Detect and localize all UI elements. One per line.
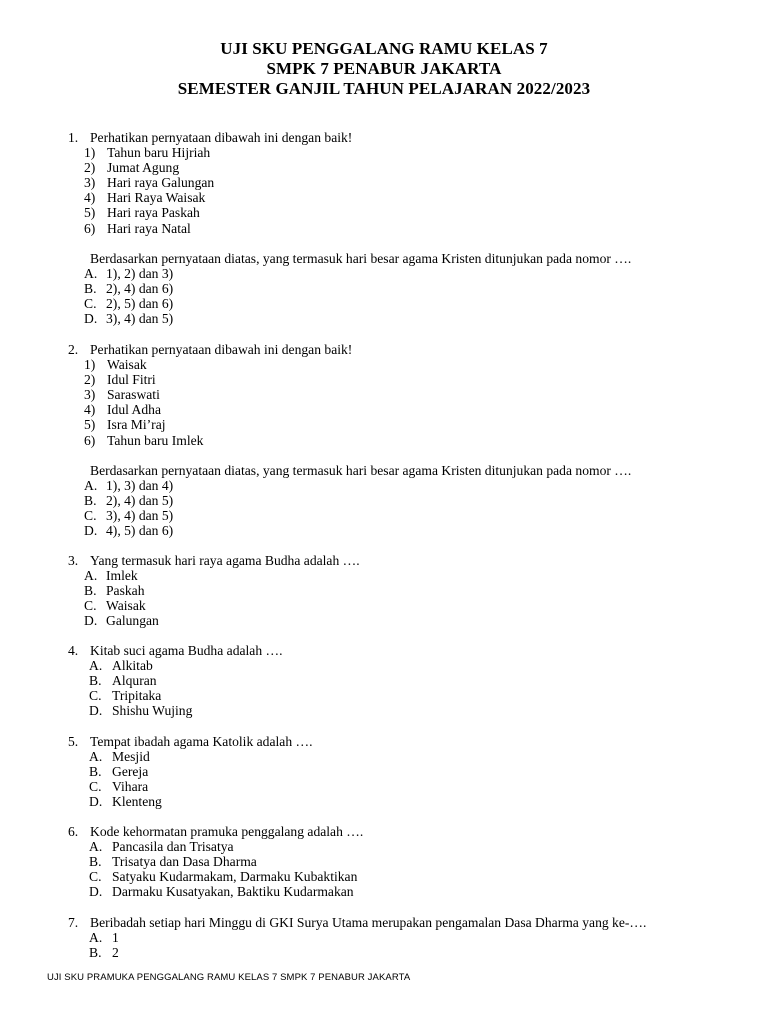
answer-option: C. Waisak: [84, 598, 146, 614]
question-number: 2.: [68, 342, 79, 357]
statement-item: 1) Waisak: [84, 357, 147, 373]
answer-option: D. Shishu Wujing: [89, 703, 193, 719]
statement-item: 3) Hari raya Galungan: [84, 175, 215, 191]
header-semester: SEMESTER GANJIL TAHUN PELAJARAN 2022/2023: [177, 79, 591, 98]
answer-option: A. 1), 2) dan 3): [84, 265, 174, 281]
question-2: [68, 342, 728, 538]
question-number: 7.: [68, 915, 79, 930]
question-number: 6.: [68, 824, 79, 839]
question-6: [68, 824, 728, 899]
answer-option: C. Tripitaka: [89, 688, 162, 704]
question-3: [68, 553, 728, 628]
answer-option: C. 3), 4) dan 5): [84, 507, 174, 523]
question-text: Kode kehormatan pramuka penggalang adalah ….: [90, 824, 364, 839]
statement-item: 4) Hari Raya Waisak: [84, 190, 206, 206]
statement-item: 5) Hari raya Paskah: [84, 205, 200, 221]
question-4: [68, 643, 728, 718]
question-text: Yang termasuk hari raya agama Budha adalah ….: [90, 553, 360, 568]
question-stem: [68, 824, 728, 839]
answer-option: B. Gereja: [89, 764, 149, 780]
answer-option: B. Paskah: [84, 583, 145, 599]
question-text: Tempat ibadah agama Katolik adalah ….: [90, 734, 313, 749]
question-text: Beribadah setiap hari Minggu di GKI Surya Utama merupakan pengamalan Dasa Dharma yang ke-….: [90, 915, 647, 930]
answer-option: D. 4), 5) dan 6): [84, 523, 174, 539]
document-header: [0, 39, 768, 99]
statement-item: 1) Tahun baru Hijriah: [84, 145, 211, 161]
answer-option: A. 1: [89, 930, 119, 946]
statement-item: 3) Saraswati: [84, 387, 160, 403]
answer-option: A. Mesjid: [89, 749, 150, 765]
question-1: [68, 130, 728, 326]
statement-item: 2) Idul Fitri: [84, 372, 156, 388]
question-number: 3.: [68, 553, 79, 568]
answer-option: C. Satyaku Kudarmakam, Darmaku Kubaktikan: [89, 869, 358, 885]
statement-item: 2) Jumat Agung: [84, 160, 180, 176]
question-text: Perhatikan pernyataan dibawah ini dengan baik!: [90, 342, 353, 357]
answer-option: C. Vihara: [89, 779, 149, 795]
question-5: [68, 734, 728, 809]
question-lead: Berdasarkan pernyataan diatas, yang termasuk hari besar agama Kristen ditunjukan pada nomor ….: [90, 462, 632, 478]
question-stem: [68, 643, 728, 658]
answer-option: D. Galungan: [84, 613, 159, 629]
statement-item: 5) Isra Mi’raj: [84, 417, 166, 433]
question-text: Perhatikan pernyataan dibawah ini dengan baik!: [90, 130, 353, 145]
answer-option: A. Imlek: [84, 568, 138, 584]
header-school: SMPK 7 PENABUR JAKARTA: [266, 59, 502, 78]
question-number: 1.: [68, 130, 79, 145]
answer-option: A. Pancasila dan Trisatya: [89, 839, 234, 855]
statement-item: 6) Hari raya Natal: [84, 220, 191, 236]
header-title: UJI SKU PENGGALANG RAMU KELAS 7: [220, 39, 548, 58]
question-number: 4.: [68, 643, 79, 658]
answer-option: B. 2), 4) dan 6): [84, 280, 174, 296]
answer-option: A. 1), 3) dan 4): [84, 477, 174, 493]
question-lead: Berdasarkan pernyataan diatas, yang termasuk hari besar agama Kristen ditunjukan pada nomor ….: [90, 250, 632, 266]
statement-item: 6) Tahun baru Imlek: [84, 432, 204, 448]
statement-item: 4) Idul Adha: [84, 402, 161, 418]
answer-option: B. 2: [89, 945, 119, 961]
answer-option: B. Trisatya dan Dasa Dharma: [89, 854, 257, 870]
question-stem: [68, 130, 728, 145]
question-7: [68, 915, 728, 960]
question-stem: [68, 342, 728, 357]
answer-option: B. Alquran: [89, 673, 157, 689]
answer-option: A. Alkitab: [89, 658, 153, 674]
page-footer: UJI SKU PRAMUKA PENGGALANG RAMU KELAS 7 SMPK 7 PENABUR JAKARTA: [47, 972, 411, 983]
answer-option: D. Darmaku Kusatyakan, Baktiku Kudarmakan: [89, 884, 354, 900]
question-text: Kitab suci agama Budha adalah ….: [90, 643, 283, 658]
answer-option: C. 2), 5) dan 6): [84, 295, 174, 311]
question-number: 5.: [68, 734, 79, 749]
question-stem: [68, 734, 728, 749]
question-stem: [68, 553, 728, 568]
answer-option: B. 2), 4) dan 5): [84, 492, 174, 508]
answer-option: D. 3), 4) dan 5): [84, 311, 174, 327]
answer-option: D. Klenteng: [89, 794, 162, 810]
question-stem: [68, 915, 728, 930]
